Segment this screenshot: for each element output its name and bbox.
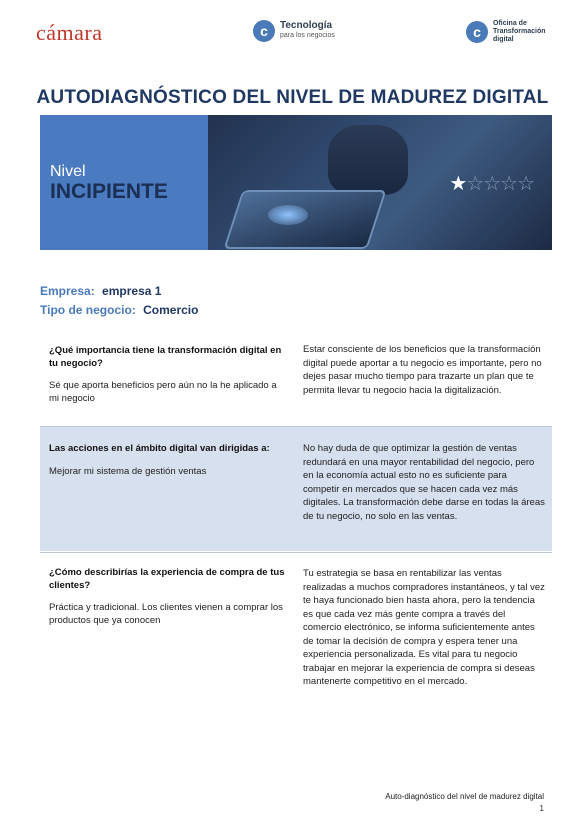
oficina-logo-line1: Oficina de: [493, 20, 527, 27]
oficina-logo-line2: Transformación: [493, 28, 546, 35]
question-text: ¿Qué importancia tiene la transformación digital en tu negocio?: [49, 345, 282, 369]
oficina-logo-line3: digital: [493, 36, 514, 43]
company-value: empresa 1: [102, 284, 162, 298]
star-empty-icon: ☆: [517, 173, 534, 195]
banner-photo: [208, 115, 552, 250]
advice-text: No hay duda de que optimizar la gestión de ventas redundará en una mayor rentabilidad del negocio, pero en la economía actual esto no es suficiente para competir en mercados que se hacen cada vez más digitales. La transformación debe darse en todas la áreas de tu negocio, no solo en las ventas.: [303, 443, 545, 522]
c-circle-icon: c: [253, 20, 275, 42]
company-line: [40, 284, 161, 298]
answer-text: Práctica y tradicional. Los clientes vienen a comprar los productos que ya conocen: [49, 602, 283, 626]
star-empty-icon: ☆: [500, 173, 518, 195]
page-number: 1: [539, 804, 544, 813]
level-banner: [40, 115, 552, 250]
star-empty-icon: ☆: [466, 173, 484, 195]
business-type-value: Comercio: [143, 303, 199, 317]
c-circle-icon: c: [466, 21, 488, 43]
level-panel: [40, 115, 208, 250]
footer-text: Auto-diagnóstico del nivel de madurez digital: [385, 792, 544, 801]
diagnostic-row: [40, 553, 552, 713]
page-header: [0, 0, 585, 70]
question-text: Las acciones en el ámbito digital van dirigidas a:: [49, 443, 270, 454]
page-title: AUTODIAGNÓSTICO DEL NIVEL DE MADUREZ DIGITAL: [36, 87, 549, 108]
tecnologia-logo: [253, 20, 335, 42]
camara-logo: cámara: [36, 20, 103, 45]
answer-text: Sé que aporta beneficios pero aún no la he aplicado a mi negocio: [49, 380, 277, 404]
tecnologia-logo-subtitle: para los negocios: [280, 32, 335, 39]
oficina-logo: [466, 20, 546, 44]
diagnostic-row: [40, 336, 552, 424]
star-empty-icon: ☆: [483, 173, 501, 195]
advice-text: Estar consciente de los beneficios que la transformación digital puede aportar a tu negocio es importante, pero no dejes pasar mucho tiempo para trazarte un plan que te permita llevar tu negocio hacia la digitalización.: [303, 344, 542, 396]
star-filled-icon: ★: [449, 173, 467, 195]
business-type-line: [40, 303, 198, 317]
hand-image: [328, 125, 408, 195]
page-footer: [385, 791, 544, 815]
advice-text: Tu estrategia se basa en rentabilizar las ventas realizadas a muchos compradores instantáneos, y tal vez te haya funcionado bien hasta ahora, pero la tendencia es que cada vez más gente compra a través del comercio electrónico, se informa suficientemente antes de tomar la decisión de compra y espera tener una experiencia personalizada. Es vital para tu negocio trabajar en mejorar la experiencia de compra si deseas mantenerte competitivo en el mercado.: [303, 568, 545, 687]
tecnologia-logo-title: Tecnología: [280, 20, 333, 31]
question-text: ¿Cómo describirías la experiencia de compra de tus clientes?: [49, 567, 285, 591]
company-label: Empresa:: [40, 284, 95, 298]
level-value: INCIPIENTE: [50, 180, 168, 203]
diagnostic-row: [40, 427, 552, 551]
tablet-glow: [268, 205, 308, 225]
rating-stars: [449, 171, 534, 196]
answer-text: Mejorar mi sistema de gestión ventas: [49, 465, 207, 477]
business-type-label: Tipo de negocio:: [40, 303, 136, 317]
level-label: Nivel: [50, 163, 86, 180]
